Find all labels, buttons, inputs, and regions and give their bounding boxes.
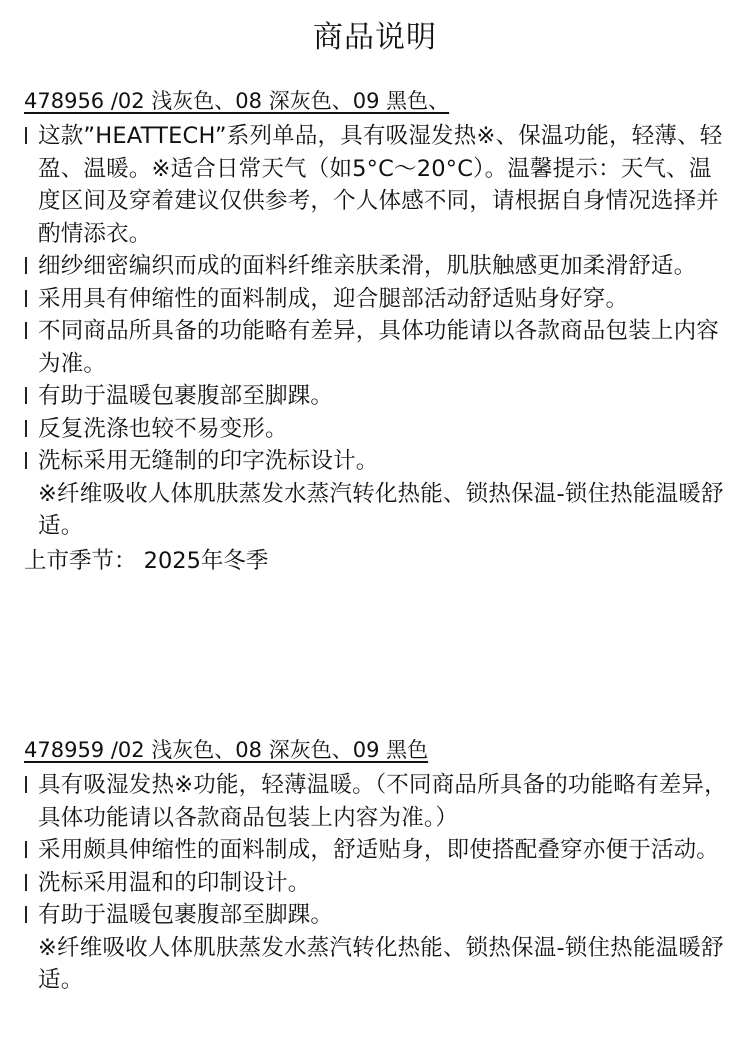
list-item <box>24 120 730 250</box>
dash-bullet <box>25 906 27 923</box>
list-item <box>24 413 730 446</box>
footnote: ※纤维吸收人体肌肤蒸发水蒸汽转化热能、锁热保温-锁住热能温暖舒适。 <box>38 480 724 539</box>
dash-bullet <box>25 420 27 437</box>
dash-bullet <box>25 257 27 274</box>
list-item <box>24 250 730 283</box>
list-item <box>24 769 730 834</box>
list-item-text: 不同商品所具备的功能略有差异，具体功能请以各款商品包装上内容为准。 <box>38 318 720 377</box>
list-item-text: 有助于温暖包裹腹部至脚踝。 <box>38 902 334 928</box>
list-item-text: 反复洗涤也较不易变形。 <box>38 415 288 442</box>
dash-bullet <box>25 776 27 793</box>
list-item-text: 这款”HEATTECH”系列单品，具有吸湿发热※、保温功能，轻薄、轻盈、温暖。※适合日常天气（如5°C～20°C）。温馨提示：天气、温度区间及穿着建议仅供参考，个人体感不同，请根据自身情况选择并酌情添衣。 <box>38 123 723 247</box>
footnote: ※纤维吸收人体肌肤蒸发水蒸汽转化热能、锁热保温-锁住热能温暖舒适。 <box>38 934 724 993</box>
list-item-text: 采用颇具伸缩性的面料制成，舒适贴身，即使搭配叠穿亦便于活动。 <box>38 837 720 863</box>
page-title: 商品说明 <box>313 20 437 55</box>
list-item <box>24 380 730 413</box>
list-item-text: 有助于温暖包裹腹部至脚踝。 <box>38 383 334 409</box>
product-code-heading: 478959 /02 浅灰色、08 深灰色、09 黑色 <box>24 738 429 762</box>
product-code-heading: 478956 /02 浅灰色、08 深灰色、09 黑色、 <box>24 89 450 113</box>
list-item <box>24 315 730 380</box>
dash-bullet <box>25 322 27 339</box>
product-section-478959 <box>24 731 730 997</box>
dash-bullet <box>25 841 27 858</box>
list-item-text: 洗标采用无缝制的印字洗标设计。 <box>38 448 379 474</box>
list-item-text: 洗标采用温和的印制设计。 <box>38 869 311 896</box>
list-item <box>24 867 730 900</box>
list-item-text: 细纱细密编织而成的面料纤维亲肤柔滑，肌肤触感更加柔滑舒适。 <box>38 253 697 279</box>
dash-bullet <box>25 127 27 144</box>
list-item <box>24 283 730 316</box>
list-item-text: 具有吸湿发热※功能，轻薄温暖。（不同商品所具备的功能略有差异，具体功能请以各款商品包装上内容为准。） <box>38 772 727 831</box>
release-season: 上市季节： 2025年冬季 <box>24 547 269 574</box>
product-section-478956 <box>24 82 730 579</box>
list-item <box>24 899 730 932</box>
dash-bullet <box>25 452 27 469</box>
dash-bullet <box>25 290 27 307</box>
list-item <box>24 834 730 867</box>
list-item <box>24 445 730 478</box>
dash-bullet <box>25 387 27 404</box>
dash-bullet <box>25 874 27 891</box>
list-item-text: 采用具有伸缩性的面料制成，迎合腿部活动舒适贴身好穿。 <box>38 285 629 312</box>
